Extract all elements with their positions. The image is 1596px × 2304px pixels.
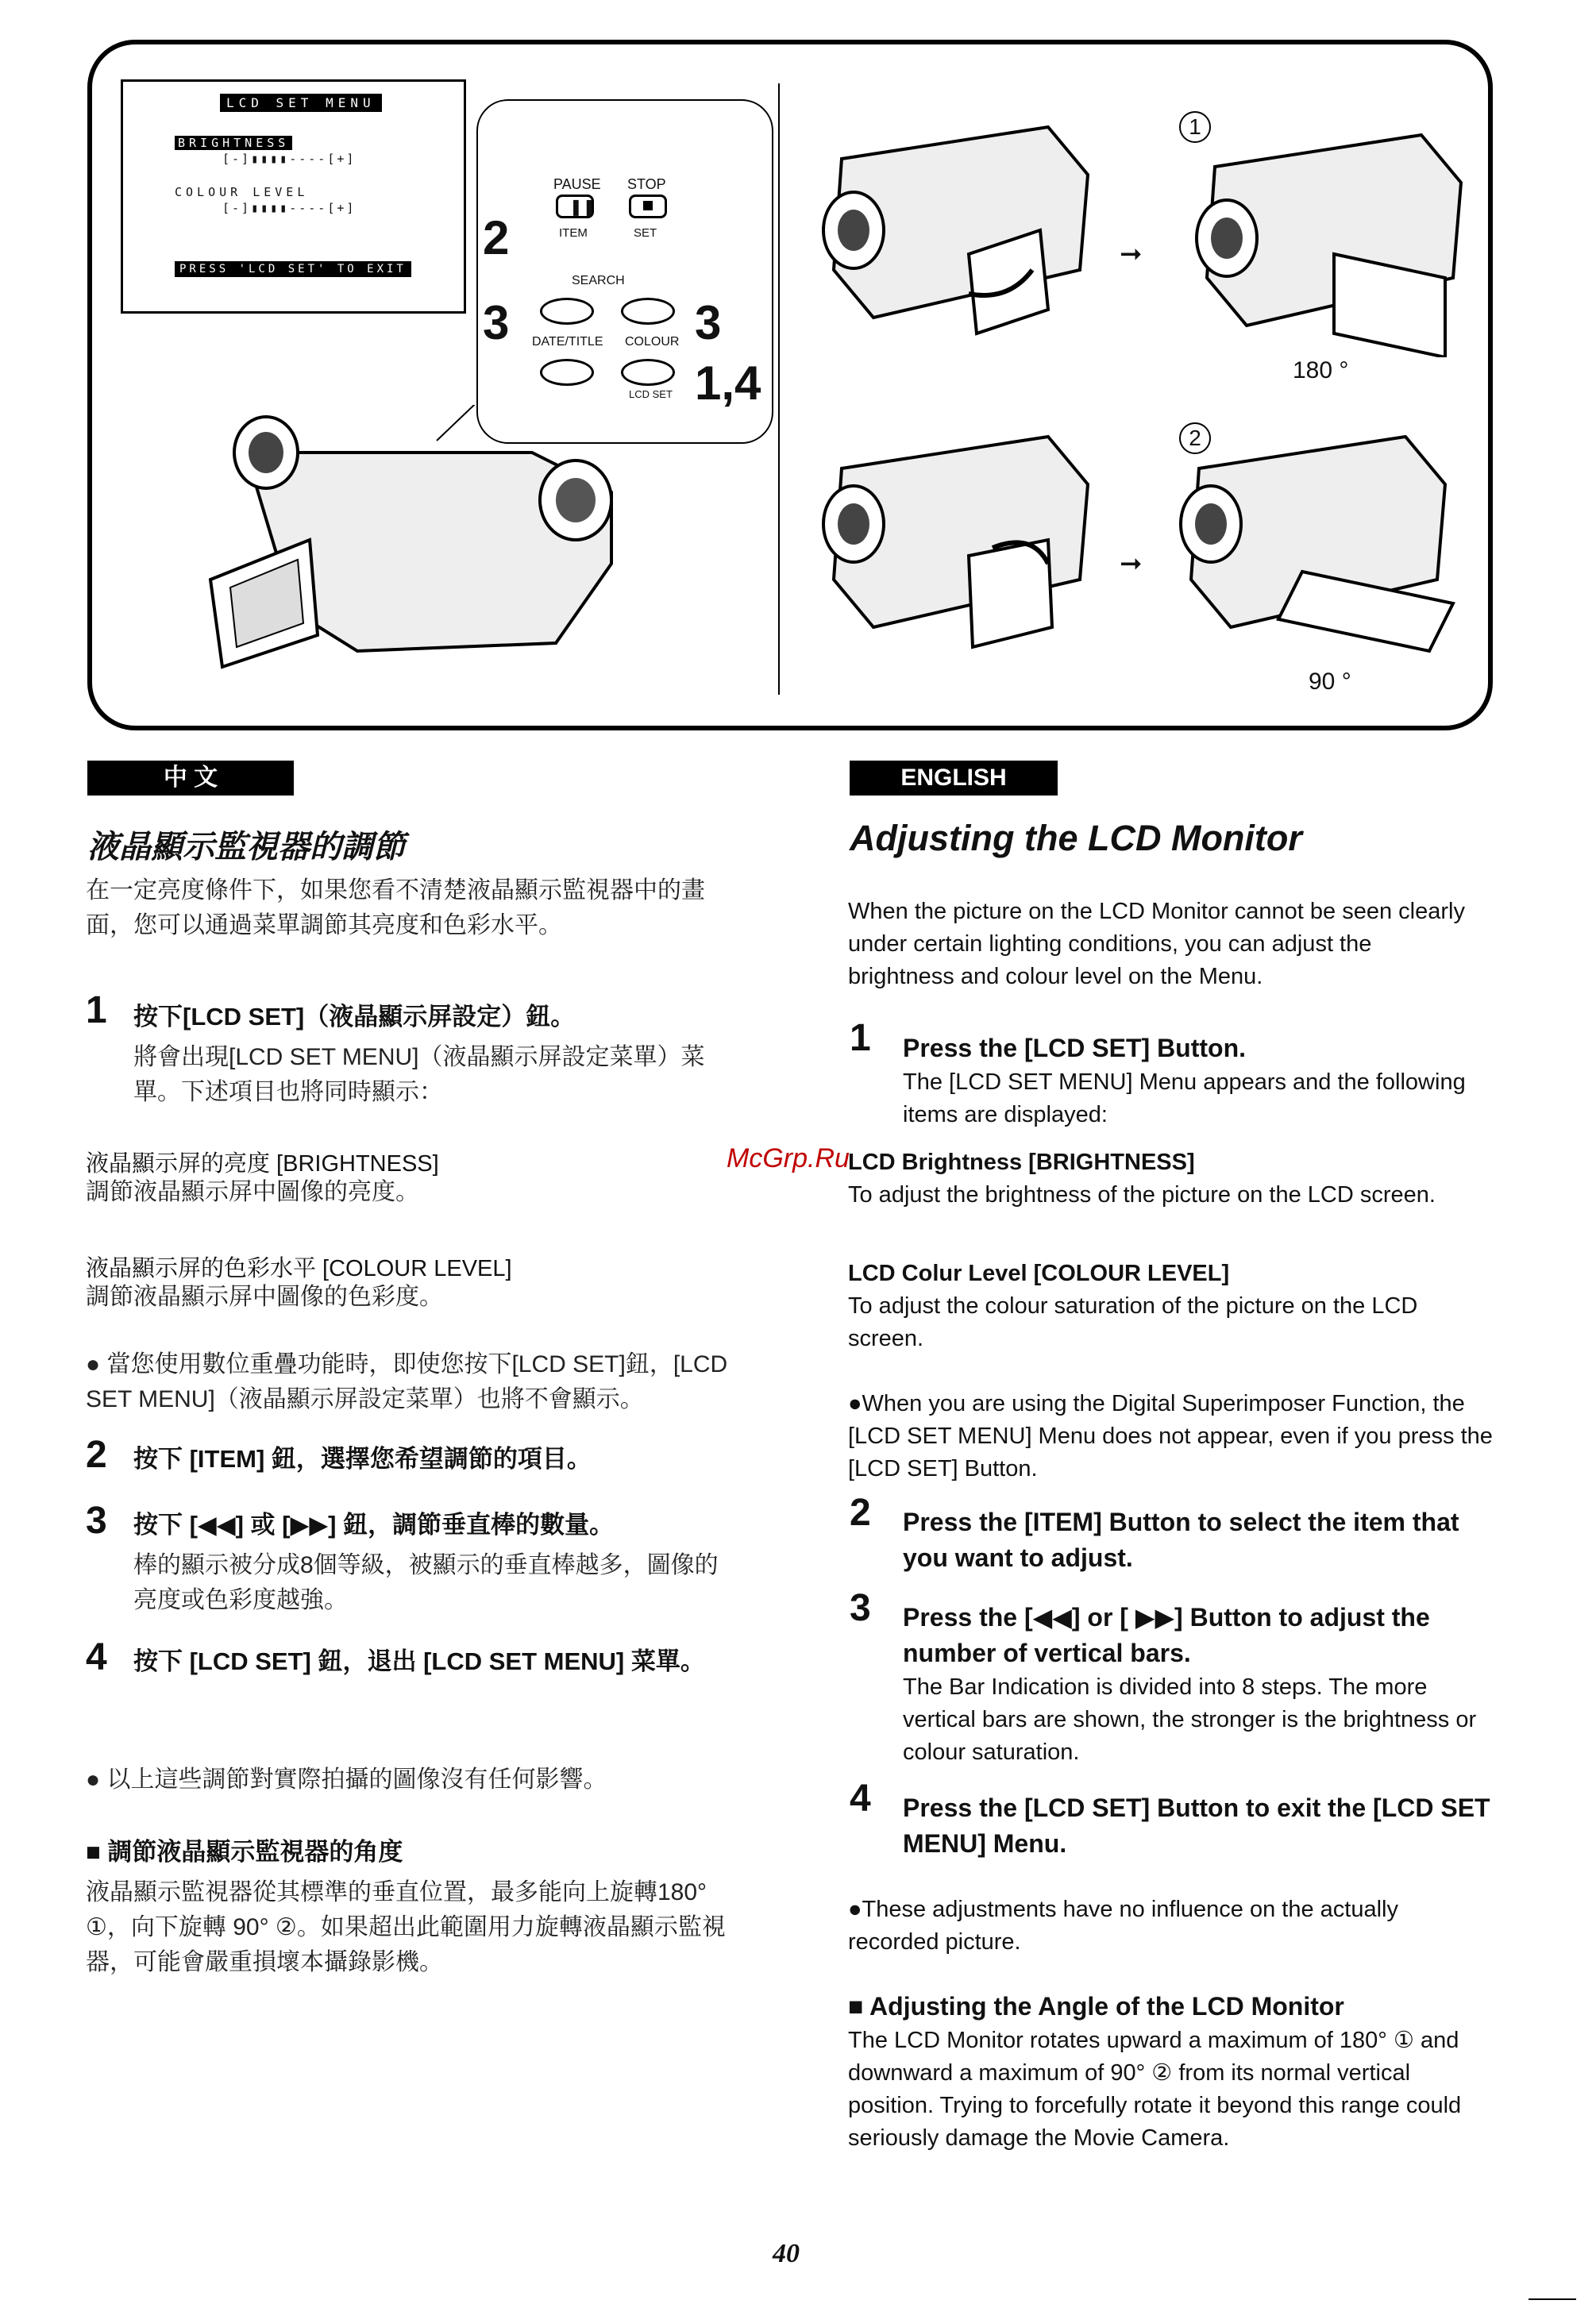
- en-step-2-heading: Press the [ITEM] Button to select the item that you want to adjust.: [903, 1508, 1459, 1572]
- en-step-3-number: 3: [850, 1587, 871, 1629]
- camera-rotation-180-after: [1183, 119, 1485, 357]
- lcd-set-label: LCD SET: [629, 388, 673, 400]
- callout-step-1-4: 1,4: [695, 356, 761, 410]
- camera-rotation-90-before: [810, 421, 1112, 659]
- cn-step-3-body: 棒的顯示被分成8個等級，被顯示的垂直棒越多，圖像的亮度或色彩度越強。: [133, 1552, 719, 1613]
- en-step-3-body: The Bar Indication is divided into 8 steps. The more vertical bars are shown, the stronger is the brightness or colour saturation.: [903, 1674, 1477, 1765]
- english-intro: When the picture on the LCD Monitor cannot be seen clearly under certain lighting conditions, you can adjust the brightness and colour level on the Menu.: [848, 899, 1465, 989]
- stop-label: STOP: [627, 176, 666, 192]
- camcorder-illustration: [199, 405, 643, 691]
- callout-step-2: 2: [483, 211, 510, 264]
- fast-forward-button[interactable]: [621, 298, 675, 325]
- angle-90-label: 90 °: [1309, 668, 1351, 695]
- pause-button[interactable]: [556, 195, 594, 218]
- en-colour-body: To adjust the colour saturation of the picture on the LCD screen.: [848, 1293, 1418, 1351]
- date-title-label: DATE/TITLE: [532, 335, 603, 349]
- pause-icon: ❚❚: [569, 198, 596, 216]
- watermark: McGrp.Ru: [727, 1143, 850, 1173]
- set-label: SET: [634, 226, 657, 240]
- en-brightness-heading: LCD Brightness [BRIGHTNESS]: [848, 1150, 1195, 1175]
- en-brightness-body: To adjust the brightness of the picture on the LCD screen.: [848, 1182, 1436, 1208]
- callout-step-3-right: 3: [695, 296, 722, 349]
- cn-angle-body: 液晶顯示監視器從其標準的垂直位置，最多能向上旋轉180° ①，向下旋轉 90° ②。如果超出此範圍用力旋轉液晶顯示監視器，可能會嚴重損壞本攝錄影機。: [86, 1879, 726, 1975]
- chinese-title: 液晶顯示監視器的調節: [87, 830, 405, 865]
- cn-step-3-number: 3: [86, 1500, 107, 1542]
- menu-brightness-label: BRIGHTNESS: [175, 136, 292, 150]
- cn-step-4-heading: 按下 [LCD SET] 鈕，退出 [LCD SET MENU] 菜單。: [133, 1647, 705, 1675]
- search-label: SEARCH: [572, 274, 625, 287]
- stop-icon: [643, 201, 653, 210]
- cn-step-2-number: 2: [86, 1434, 107, 1476]
- menu-colour-bar: [-]▮▮▮▮----[+]: [222, 201, 357, 215]
- en-step-2-number: 2: [850, 1492, 871, 1534]
- chinese-intro: 在一定亮度條件下，如果您看不清楚液晶顯示監視器中的畫面，您可以通過菜單調節其亮度和色彩水平。: [86, 877, 705, 938]
- chinese-section-header: 中 文: [87, 761, 294, 796]
- angle-180-label: 180 °: [1293, 357, 1349, 383]
- camera-rotation-90-after: [1167, 421, 1485, 659]
- stop-button[interactable]: [629, 195, 667, 218]
- item-label: ITEM: [559, 226, 588, 240]
- menu-exit-text: PRESS 'LCD SET' TO EXIT: [175, 261, 411, 277]
- en-step-1-number: 1: [850, 1017, 871, 1059]
- cn-step-1-heading: 按下[LCD SET]（液晶顯示屏設定）鈕。: [133, 1003, 576, 1031]
- en-step-3-heading: Press the [◀◀] or [ ▶▶] Button to adjust the number of vertical bars.: [903, 1603, 1430, 1667]
- english-section-header: ENGLISH: [850, 761, 1058, 796]
- en-angle-heading: ■ Adjusting the Angle of the LCD Monitor: [848, 1992, 1344, 2021]
- cn-brightness-body: 調節液晶顯示屏中圖像的亮度。: [86, 1179, 419, 1205]
- lcd-set-button[interactable]: [621, 359, 675, 386]
- footer-rule: [1529, 2298, 1576, 2300]
- cn-colour-heading: 液晶顯示屏的色彩水平 [COLOUR LEVEL]: [86, 1256, 512, 1281]
- en-step-1-body: The [LCD SET MENU] Menu appears and the following items are displayed:: [903, 1069, 1466, 1127]
- cn-note-2: ● 以上這些調節對實際拍攝的圖像沒有任何影響。: [86, 1767, 607, 1793]
- cn-step-1-body: 將會出現[LCD SET MENU]（液晶顯示屏設定菜單）菜單。下述項目也將同時顯示：: [133, 1044, 705, 1105]
- circle-number-1: 1: [1179, 111, 1211, 143]
- rewind-button[interactable]: [540, 298, 594, 325]
- cn-step-4-number: 4: [86, 1636, 107, 1678]
- cn-note-1: ● 當您使用數位重疊功能時，即使您按下[LCD SET]鈕，[LCD SET MENU]（液晶顯示屏設定菜單）也將不會顯示。: [86, 1351, 728, 1412]
- colour-label: COLOUR: [625, 335, 680, 349]
- en-note-2: ●These adjustments have no influence on the actually recorded picture.: [848, 1897, 1398, 1955]
- arrow-right-icon-2: ➞: [1120, 549, 1143, 579]
- en-angle-body: The LCD Monitor rotates upward a maximum of 180° ① and downward a maximum of 90° ② from its normal vertical position. Trying to forcefully rotate it beyond this range could seriously damage the Movie Camera.: [848, 2028, 1462, 2151]
- cn-step-3-heading: 按下 [◀◀] 或 [▶▶] 鈕，調節垂直棒的數量。: [133, 1511, 615, 1539]
- menu-title: LCD SET MENU: [220, 94, 382, 112]
- en-step-4-heading: Press the [LCD SET] Button to exit the [LCD SET MENU] Menu.: [903, 1793, 1490, 1858]
- en-step-1-heading: Press the [LCD SET] Button.: [903, 1034, 1247, 1062]
- page-number: 40: [773, 2239, 800, 2268]
- menu-colour-label: COLOUR LEVEL: [175, 185, 309, 199]
- cn-step-2-heading: 按下 [ITEM] 鈕，選擇您希望調節的項目。: [133, 1445, 592, 1473]
- pause-label: PAUSE: [553, 176, 601, 192]
- callout-step-3-left: 3: [483, 296, 510, 349]
- english-title: Adjusting the LCD Monitor: [850, 818, 1302, 858]
- circle-number-2: 2: [1179, 422, 1211, 454]
- cn-angle-heading: ■ 調節液晶顯示監視器的角度: [86, 1838, 403, 1866]
- cn-brightness-heading: 液晶顯示屏的亮度 [BRIGHTNESS]: [86, 1151, 439, 1177]
- cn-colour-body: 調節液晶顯示屏中圖像的色彩度。: [86, 1284, 443, 1310]
- en-colour-heading: LCD Colur Level [COLOUR LEVEL]: [848, 1261, 1230, 1286]
- arrow-right-icon: ➞: [1120, 239, 1143, 269]
- en-step-4-number: 4: [850, 1778, 871, 1820]
- camera-rotation-180-before: [810, 111, 1112, 349]
- menu-brightness-bar: [-]▮▮▮▮----[+]: [222, 152, 357, 166]
- figure-divider: [778, 83, 780, 695]
- en-note-1: ●When you are using the Digital Superimposer Function, the [LCD SET MENU] Menu does not appear, even if you press the [LCD SET] Button.: [848, 1391, 1493, 1481]
- lcd-set-menu-screen: [121, 79, 466, 314]
- date-title-button[interactable]: [540, 359, 594, 386]
- cn-step-1-number: 1: [86, 989, 107, 1031]
